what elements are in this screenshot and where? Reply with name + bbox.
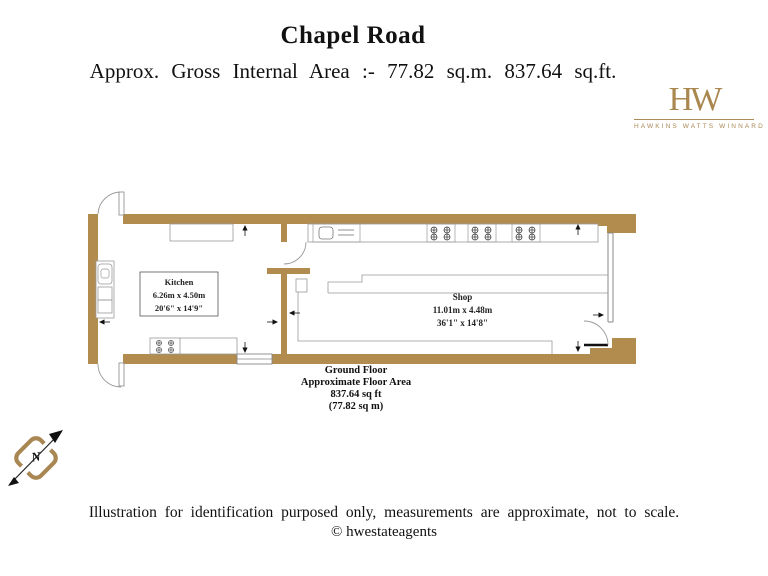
shop-label: [405, 291, 520, 330]
shop-fixtures: [296, 224, 608, 354]
floor-area-sqft: 837.64 sq ft: [330, 389, 382, 400]
compass-north-letter: N: [30, 448, 42, 465]
kitchen-name: Kitchen: [164, 277, 194, 287]
shop-metric: 11.01m x 4.48m: [432, 305, 493, 315]
divider-stub: [281, 224, 287, 242]
floor-area-caption: Approximate Floor Area: [300, 377, 412, 388]
floor-area-sqm: (77.82 sq m): [328, 401, 384, 412]
door-arc-shop-entrance: [584, 321, 608, 345]
shop-name: Shop: [452, 292, 473, 302]
ground-floor-label: [256, 365, 456, 413]
logo-monogram: HW: [668, 81, 720, 118]
logo-name: HAWKINS WATTS WINNARD: [634, 123, 765, 130]
page-title: Chapel Road: [280, 22, 426, 49]
door-arc-divider: [284, 242, 306, 264]
copyright-text: © hwestateagents: [331, 524, 437, 540]
kitchen-label: [140, 276, 218, 315]
shopfront-window: [608, 233, 613, 322]
wall-top: [123, 214, 598, 224]
shop-top-counter: [308, 224, 598, 242]
wall-bottom-right-step: [590, 348, 636, 364]
kitchen-top-counter: [170, 224, 233, 241]
door-arc-top-left: [98, 192, 121, 214]
wall-bottom-a: [123, 354, 237, 364]
wall-bottom-b: [272, 354, 598, 364]
divider-cap: [267, 268, 310, 274]
shop-partition-notch: [296, 279, 307, 292]
door-leaf-bottom-left: [119, 363, 124, 386]
divider-wall: [281, 274, 287, 354]
floor-name: Ground Floor: [324, 365, 388, 376]
disclaimer-text: Illustration for identification purposed only, measurements are approximate, not to scale.: [88, 504, 680, 521]
page-subtitle: Approx. Gross Internal Area :- 77.82 sq.m. 837.64 sq.ft.: [89, 59, 617, 83]
bottom-window: [237, 354, 272, 364]
wall-bottom-left-corner: [88, 354, 98, 364]
door-leaf-top-left: [119, 192, 124, 215]
shop-imperial: 36'1" x 14'8": [437, 318, 488, 328]
wall-top-right-block: [607, 214, 636, 233]
kitchen-metric: 6.26m x 4.50m: [152, 290, 206, 300]
kitchen-bottom-counter: [150, 338, 237, 354]
kitchen-side-counter: [96, 261, 114, 318]
kitchen-imperial: 20'6" x 14'9": [154, 303, 204, 313]
door-arc-bottom-left: [98, 364, 121, 387]
